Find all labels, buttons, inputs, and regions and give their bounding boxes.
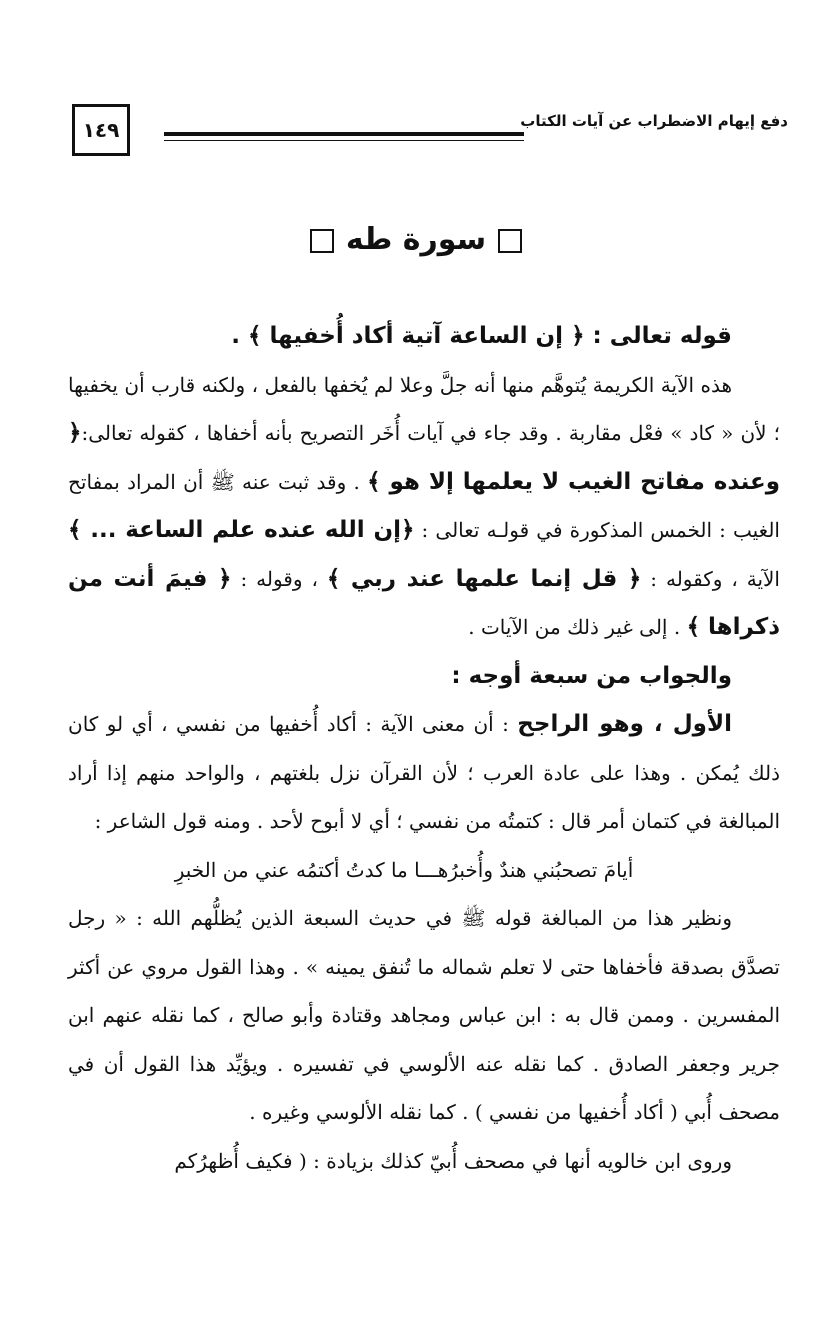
paragraph-1-text: هذه الآية الكريمة يُتوهَّم منها أنه جلَّ وعلا لم يُخفها بالفعل ، ولكنه قارب أن يخفيها ؛ لأن « كاد » فعْل مقاربة . وقد جاء في آيات أُخَر التصريح بأنه أخفاها ، كقوله تعالى: xyxy=(68,372,780,445)
paragraph-2-text: : أن معنى الآية : أكاد أُخفيها من نفسي ، أي لو كان ذلك يُمكن . وهذا على عادة العرب ؛ لأن القرآن نزل بلغتهم ، والواحد منهم إذا أراد المبالغة في كتمان أمر قال : كتمتُه من نفسي ؛ أي لا أبوح لأحد . ومنه قول الشاعر : xyxy=(68,712,780,833)
quoted-verse: ﴿ قل إنما علمها عند ربي ﴾ xyxy=(326,565,642,592)
paragraph-2 xyxy=(68,700,780,846)
quoted-verse: ﴿ فيمَ أنت من ذكراها ﴾ xyxy=(68,565,780,640)
header-rule-thick xyxy=(164,132,524,136)
paragraph-1-text: . إلى غير ذلك من الآيات . xyxy=(468,615,687,639)
page-header xyxy=(72,104,788,160)
title-box-ornament xyxy=(310,229,334,253)
paragraph-1-text: الآية ، وكقوله : xyxy=(641,566,780,591)
title-box-ornament xyxy=(498,229,522,253)
answer-heading: والجواب من سبعة أوجه : xyxy=(451,662,732,689)
paragraph-1 xyxy=(68,361,780,652)
header-rule-thin xyxy=(164,140,524,141)
quoted-verse: ﴿إن الله عنده علم الساعة ... ﴾ xyxy=(68,517,415,543)
paragraph-4: وروى ابن خالويه أنها في مصحف أُبيّ كذلك بزيادة : ( فكيف أُظهرُكم xyxy=(174,1148,732,1173)
paragraph-1-text: . وقد ثبت عنه ﷺ أن المراد بمفاتح الغيب : الخمس المذكورة في قولـه تعالى : xyxy=(68,469,780,542)
verse-heading: قوله تعالى : ﴿ إن الساعة آتية أكاد أُخفيها ﴾ . xyxy=(231,323,732,349)
first-answer-label: الأول ، وهو الراجح xyxy=(517,711,732,737)
quoted-verse: ﴿ وعنده مفاتح الغيب لا يعلمها إلا هو ﴾ xyxy=(68,420,781,495)
surah-title-text: سورة طه xyxy=(345,222,487,257)
running-title: دفع إيهام الاضطراب عن آيات الكتاب xyxy=(520,112,788,130)
page-number: ١٤٩ xyxy=(72,104,130,156)
surah-title xyxy=(0,212,832,268)
paragraph-3: ونظير هذا من المبالغة قوله ﷺ في حديث السبعة الذين يُظلُّهم الله : « رجل تصدَّق بصدقة فأخفاها حتى لا تعلم شماله ما تُنفق يمينه » . وهذا القول مروي عن أكثر المفسرين . وممن قال به : ابن عباس ومجاهد وقتادة وأبو صالح ، كما نقله عنهم ابن جرير وجعفر الصادق . كما نقله عنه الألوسي في تفسيره . ويؤيِّد هذا القول أن في مصحف أُبي ( أكاد أُخفيها من نفسي ) . كما نقله الألوسي وغيره . xyxy=(68,906,780,1124)
poem-verse: أيامَ تصحبُني هندٌ وأُخبرُهـــا ما كدتُ أكتمُه عني من الخبرِ xyxy=(174,857,634,882)
paragraph-1-text: ، وقوله : xyxy=(231,566,327,591)
page-body xyxy=(68,312,780,1185)
